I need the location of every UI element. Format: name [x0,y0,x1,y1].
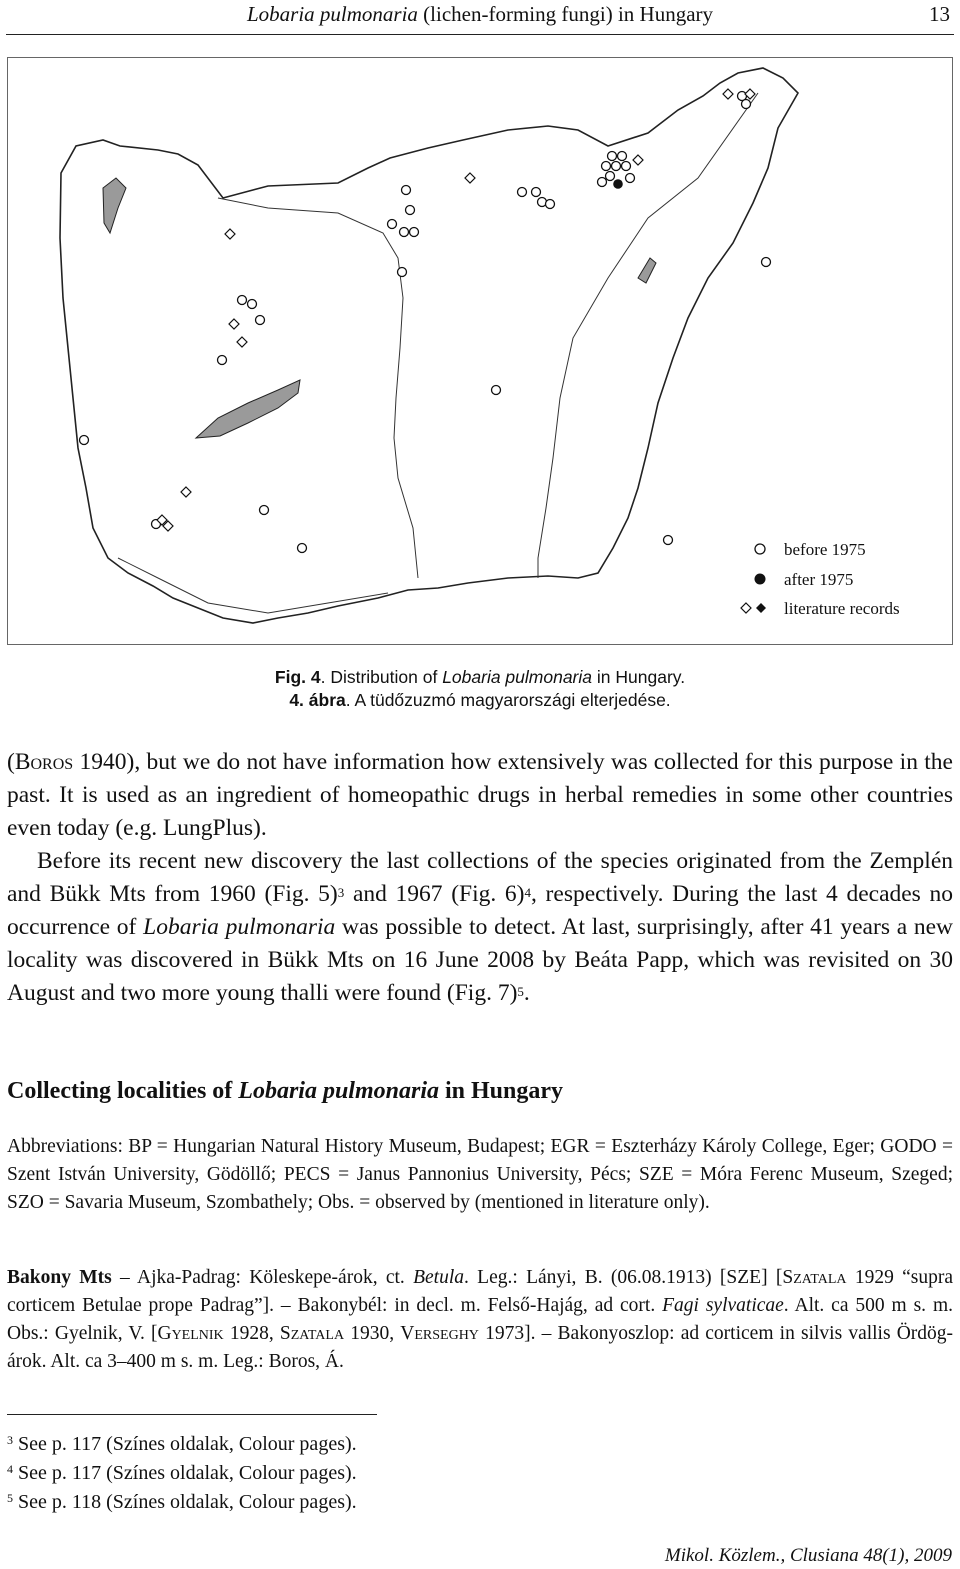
locality-marker [598,178,607,187]
map-legend [741,540,900,618]
locality-marker [622,162,631,171]
locality-marker [602,162,611,171]
lake-tisza [638,258,656,283]
legend-open-diamond [741,603,751,613]
locality-diamond [181,487,191,497]
danube-river [218,198,418,578]
footnote-3: $^3$ See p. 117 (Színes oldalak, Colour pages). [7,1433,357,1455]
footnote-rule [7,1414,377,1415]
lake-balaton [196,380,300,438]
locality-marker [518,188,527,197]
locality-marker [762,258,771,267]
locality-diamond [237,337,247,347]
locality-diamond [225,229,235,239]
locality-marker [626,174,635,183]
paragraph-1: (Boros 1940), but we do not have information how extensively was collected for this purpose in the past. It is used as an ingredient of homeopathic drugs in herbal remedies in some other countries even today (e.g. LungPlus). [7,749,953,841]
locality-marker [608,152,617,161]
legend-filled-diamond [756,603,766,613]
locality-diamond [229,319,239,329]
locality-marker [400,228,409,237]
journal-footer: Mikol. Közlem., Clusiana 48(1), 2009 [664,1545,952,1566]
distribution-map-figure [7,57,953,645]
locality-marker [492,386,501,395]
tisza-river [538,93,758,578]
locality-marker [742,100,751,109]
running-title: Lobaria pulmonaria (lichen-forming fungi) in Hungary [246,2,714,26]
legend-before: before 1975 [784,540,866,559]
locality-diamond [723,89,733,99]
locality-diamond [633,155,643,165]
abbreviations: Abbreviations: BP = Hungarian Natural History Museum, Budapest; EGR = Eszterházy Károly College, Eger; GODO = Szent István University, Gödöllő; PECS = Janus Pannonius University, Pécs; SZE = Móra Ferenc Museum, Szeged; SZO = Savaria Museum, Szombathely; Obs. = observed by (mentioned in literature only). [7,1136,953,1213]
country-outline [60,68,798,623]
paragraph-2: Before its recent new discovery the last collections of the species originated from the Zemplén and Bükk Mts from 1960 (Fig. 5)$^3$ and 1967 (Fig. 6)$^4$, respectively. During the last 4 decades no occurrence of Lobaria pulmonaria was possible to detect. At last, surprisingly, after 41 years a new locality was discovered in Bükk Mts on 16 June 2008 by Beáta Papp, which was revisited on 30 August and two more young thalli were found (Fig. 7)$^5$. [7,848,954,1006]
locality-marker [606,172,615,181]
locality-marker [410,228,419,237]
locality-marker [298,544,307,553]
literature-records [157,89,755,531]
header-rule [6,34,954,35]
bakony-records: Bakony Mts – Ajka-Padrag: Köleskepe-árok, ct. Betula. Leg.: Lányi, B. (06.08.1913) [SZE] [Szatala 1929 “supra corticem Betulae prope Padrag”]. – Bakonybél: in decl. m. Felső-Hajág, ad cort. Fagi sylvaticae. Alt. ca 500 m s. m. Obs.: Gyelnik, V. [Gyelnik 1928, Szatala 1930, Verseghy 1973]. – Bakonyoszlop: ad corticem in silvis vallis Ördög-árok. Alt. ca 3–400 m s. m. Leg.: Boros, Á. [7,1267,954,1372]
locality-marker [406,206,415,215]
lake-ferto [103,178,126,233]
locality-marker [664,536,673,545]
caption-hungarian: 4. ábra. A tüdőzuzmó magyarországi elterjedése. [289,690,671,710]
locality-marker [618,152,627,161]
page-number: 13 [929,2,950,26]
locality-marker [238,296,247,305]
locality-marker [402,186,411,195]
bakony-label: Bakony Mts [7,1267,112,1288]
locality-marker [546,200,555,209]
body-text [7,746,953,1010]
locality-marker [612,162,621,171]
footnote-5: $^5$ See p. 118 (Színes oldalak, Colour pages). [7,1491,357,1513]
locality-diamond [465,173,475,183]
running-header [6,2,954,32]
locality-marker [260,506,269,515]
legend-open-circle [755,544,765,554]
records-before-1975 [80,92,771,553]
figure-caption [0,666,960,712]
legend-after: after 1975 [784,570,854,589]
caption-english: Fig. 4. Distribution of Lobaria pulmonaria in Hungary. [274,667,686,687]
locality-marker [388,220,397,229]
locality-marker [248,300,257,309]
locality-marker [256,316,265,325]
locality-marker-after-1975 [613,179,623,189]
locality-marker [218,356,227,365]
legend-literature: literature records [784,599,900,618]
footnote-4: $^4$ See p. 117 (Színes oldalak, Colour pages). [7,1462,357,1484]
hungary-map [8,58,952,644]
locality-marker [398,268,407,277]
locality-marker [80,436,89,445]
locality-marker [532,188,541,197]
legend-filled-circle [755,574,766,585]
section-heading: Collecting localities of Lobaria pulmonaria in Hungary [7,1078,564,1104]
